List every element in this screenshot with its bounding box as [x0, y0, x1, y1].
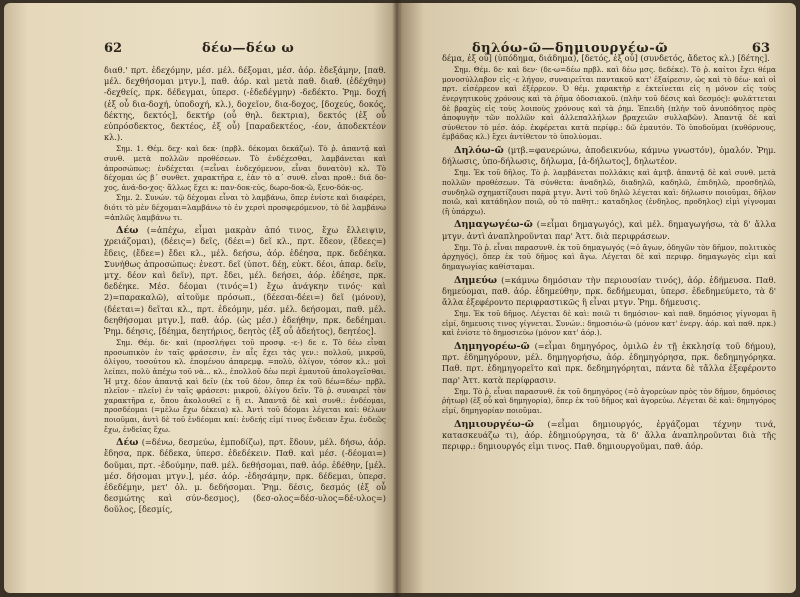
- entry-headword: Δημηγορέω-ῶ: [454, 340, 530, 352]
- note-paragraph: [104, 144, 386, 192]
- entry-headword: Δηλόω-ῶ: [454, 144, 504, 156]
- entry-headword: Δημαγωγέω-ῶ: [454, 219, 533, 231]
- paragraph-text: διαθ.' πρτ. ἐδεχόμην, μέσ. μέλ. δέξομαι, μέσ. ἀόρ. ἐδεξάμην, [παθ. μέλ. δεχθήσομαι μτγν.], παθ. ἀόρ. καὶ μετὰ παθ. διαθ. (ἐδέχθην) -δεχθείς, πρκ. δέδεγμαι, ὑπερσ. (-ἐδεδέγμην) -δεδέκτο. Ῥημ. δοχή (ἐξ οὗ δια-δοχή, ὑποδοχή, κλ.), δοχεῖον, δια-δοχος, [δοχεύς, δοκός, δέκτης, δεκτός], δεκτήρ (οὗ θηλ. δεκτρια), δεκτός (ἐξ οὗ εὐπρόσδεκτος, δεκτέος, ἐξ οὗ) [παραδεκτέος, -έον, ἀποδεκτέον κλ.).: [104, 65, 386, 143]
- book-gutter: [392, 0, 402, 597]
- note-paragraph: [104, 338, 386, 434]
- note-paragraph: [442, 65, 776, 142]
- right-page-text: [442, 53, 776, 452]
- entry-paragraph: [442, 219, 776, 241]
- paragraph-text: δέμα, ἐξ οὗ] (ὑπόδημα, διάδημα), [δετός, ἐξ οὗ] (συνδετός, ἄδετος κλ.) [δέτης].: [442, 53, 770, 63]
- left-page-header: [4, 41, 400, 59]
- entry-headword: Δέω: [116, 225, 139, 237]
- entry-paragraph: [442, 419, 776, 453]
- paragraph-text: (=δένω, δεσμεύω, ἐμποδίζω), πρτ. ἔδουν, μέλ. δήσω, ἀόρ. ἔδησα, πρκ. δέδεκα, ὑπερσ. ἐδεδέκειν. Παθ. καὶ μέσ. (-δέομαι=) δοῦμαι, πρτ. -ἐδούμην, παθ. μέλ. δεθήσομαι, παθ. ἀόρ. ἐδέθην, [μέλ. μέσ. δήσομαι μτγν.], μέσ. ἀόρ. -ἐδησάμην, πρκ. δέδεμαι, ὑπερσ. ἐδεδέμην, μετ' ὀλ. μ. δεδήσομαι. Ῥημ. δέσις, δεσμός (ἐξ οὗ δεσμώτης καὶ σύν-δεσμος), (δεσ-ολος=δέσ-υλος=δέ-υλος=) δοῦλος, [δεσμίς,: [104, 437, 386, 515]
- entry-paragraph: [104, 437, 386, 515]
- paragraph-text: Σημ. Τὸ ῥ. εἶναι παρασυνθ. ἐκ τοῦ δημηγόρος (=ὁ ἀγορεύων πρὸς τὸν δῆμον, δημόσιος ῥήτωρ) (ἐξ οὗ καὶ δημηγορία), ὅπερ ἐκ τοῦ δῆμος καὶ ἀγορεύω. Λέγεται δὲ καὶ: δημηγόρος εἰμί, δημηγορίαν ποιοῦμαι.: [442, 386, 776, 415]
- note-paragraph: [442, 168, 776, 216]
- right-page: [400, 3, 796, 593]
- paragraph-text: (=κάμνω δημόσιαν τὴν περιουσίαν τινός), ἀόρ. ἐδήμευσα. Παθ. δημεύομαι, παθ. ἀόρ. ἐδημεύθην, πρκ. δεδήμευμαι, ὑπερσ. ἐδεδημεύμετο, τὰ δ' ἄλλα ἐξεφέροντο περιφραστικῶς ἢ εἶναι μτγν. Ῥημ. δήμευσις.: [442, 274, 776, 307]
- paragraph-text: Σημ. Θέμ. δε· καὶ δεν· (δε-ω=δέω πρβλ. καὶ δέω μσς. δεδέκε). Τὸ ῥ. καίτοι ἔχει θέμα μονοσύλλαβον εἰς -ε λήγον, συναιρεῖται παντακοῦ κατ' ἐξαίρεσιν, ὡς καὶ τὸ δέω· καὶ οἱ πρτ. εἰσέρρεον καὶ ἐξέρρεον. Ὁ θέμ. χαρακτὴρ ε ἐκτείνεται εἰς η μόνον εἰς τοὺς ἐνεργητικοὺς χρόνους καὶ τὰ ῥῆμα ὁδοσιακοῦ. (πλὴν τοῦ δέσις καὶ δεσμός): φυλάττεται δὲ βραχὺς εἰς τοὺς λοιποὺς χρόνους καὶ τὰ ῥημ. Ἐπειδὴ (πλὴν τοῦ ἀνυπόδητος πρὸς ἀποφυγὴν τῶν πολλῶν καὶ ἀλλεπαλλήλων βραχειῶν συλλαβῶν). Ἀπαντᾷ δὲ καὶ σύνθετον τὸ μέσ. ἀόρ. ἐκφέρεται κατὰ περίφρ.: δῶ ἐμαυτόν. Τὸ ὑποδοῦμαι (κυθόρνους, ἐμβάδας κλ.) ἔχει ἀντίθετον τὸ ὑπολύομαι.: [442, 65, 776, 142]
- entry-paragraph: [442, 145, 776, 167]
- running-head: δέω—δέω ω: [202, 41, 295, 56]
- page-number: 63: [751, 41, 770, 56]
- paragraph-text: (=εἶμαι δημαγωγός), καὶ μέλ. δημαγωγήσω, τὰ δ' ἄλλα μτγν. ἀντὶ ἀναπληροῦνται παρ' Ἀττ. διὰ περιφράσεων.: [442, 219, 776, 241]
- paragraph-text: Σημ. Ἐκ τοῦ δῆλος. Τὸ ῥ. λαμβάνεται πολλάκις καὶ ἀμτβ. ἀπαντᾷ δὲ καὶ συνθ. μετὰ πολλῶν προθέσεων. Τὰ σύνθετα: ἀναδηλῶ, διαδηλῶ, καδηλῶ, ἐπιδηλῶ, προσδηλῶ, συνδηλῶ σχηματίζουσι παρὰ μτγν. Ἀντὶ τοῦ δηλῶ λέγεται καὶ: δήλωσιν ποιοῦμαι, δῆλον ποιῶ, καὶ κατάδηλον ποιῶ, οὗ τὸ παθητ.: καταδηλος (ἐνδηλος, προδηλος) εἰμὶ γίγνομαι (ἢ ὑπάρχω).: [442, 168, 776, 216]
- continued-paragraph: [104, 65, 386, 143]
- paragraph-text: (=εἶμαι δημιουργός, ἐργάζομαι τέχνην τινά, κατασκευάζω τι), ἀόρ. ἐδημιούργησα, τὰ δ' ἄλλα ἀναπληροῦνται διὰ τῆς περιφρ.: δημιουργός εἰμι τινος. Παθ. δημιουργοῦμαι, παθ. ἀόρ.: [442, 418, 776, 451]
- continued-paragraph: [442, 53, 776, 64]
- entry-headword: Δημιουργέω-ῶ: [454, 418, 534, 430]
- entry-headword: Δέω: [116, 437, 139, 449]
- note-paragraph: [442, 243, 776, 272]
- note-paragraph: [104, 193, 386, 222]
- page-number: 62: [104, 41, 123, 56]
- left-page-text: [104, 65, 386, 516]
- entry-headword: Δημεύω: [454, 274, 498, 286]
- entry-paragraph: [442, 341, 776, 386]
- left-page: [4, 3, 400, 593]
- paragraph-text: Σημ. Τὸ ῥ. εἶναι παρασυνθ. ἐκ τοῦ δημαγωγός (=ὁ ἄγων, ὁδηγῶν τὸν δῆμον, πολιτικὸς ἀρχηγός), ὅπερ ἐκ τοῦ δῆμος καὶ ἄγω. Λέγεται δὲ καὶ περιφρ. δημαγωγὸς εἰμι καὶ δημαγωγίας καθίσταμαι.: [442, 242, 776, 271]
- paragraph-text: Σημ. 1. Θέμ. δεχ· καὶ δεκ· (πρβλ. δέκομαι δεκάζω). Τὸ ῥ. ἀπαντᾷ καὶ συνθ. μετὰ πολλῶν προθέσεων. Τὸ ἐνδέχεσθαι, λαμβάνεται καὶ ἀπροσώπως: ἐνδέχεται (=εἶναι ἐνδεχόμενον, εἶναι δυνατὸν) κλ. Τὸ δέχομαι ὡς β΄ συνθετ. χαρακτῆρα ε, ἐὰν τὸ α΄ συνθ. εἶναι προθ.: διά δο-χος, ἀνά-δο-χος· ἄλλως ἔχει κ: παν-δοκ-εύς, δωρο-δοκ-ῶ, ξενο-δόκ-ος.: [104, 144, 386, 192]
- entry-paragraph: [442, 275, 776, 309]
- paragraph-text: (μτβ.=φανερώνω, ἀποδεικνύω, κάμνω γνωστόν), ὁμαλόν. Ῥημ. δήλωσις, ὑπο-δήλωσις, δήλωμα, [ἀ-δήλωτος], δηλωτέον.: [442, 144, 776, 167]
- entry-paragraph: [104, 225, 386, 337]
- paragraph-text: Σημ. 2. Συνών. τῷ δέχομαι εἶναι τὸ λαμβάνω, ὅπερ ἐνίοτε καὶ διαφέρει, διότι τὸ μὲν δέχομαι=λαμβάνω τὸ ἐν χερσὶ προσφερόμενον, τὸ δὲ λαμβάνω =ἁπλῶς λαμβάνω τι.: [104, 193, 386, 222]
- paragraph-text: (=εἶμαι δημηγόρος, ὁμιλῶ ἐν τῇ ἐκκλησίᾳ τοῦ δήμου), πρτ. ἐδημηγόρουν, μέλ. δημηγορήσω, ἀόρ. ἐδημηγόρησα, πρκ. δεδημηγόρηκα. Παθ. πρτ. ἐδημηγορεῖτο καὶ πρκ. δεδημηγόρηται, πάντα δὲ τἄλλα ἐξεφέροντο παρ' Ἀττ. κατὰ περίφρασιν.: [442, 340, 777, 385]
- paragraph-text: (=ἀπέχω, εἶμαι μακρὰν ἀπό τινος, ἔχω ἔλλειψιν, χρειάζομαι), (δέεις=) δεῖς, (δέει=) δεῖ κλ., πρτ. ἔδεον, (ἔδεες=) ἔδεις, (ἔδεε=) ἔδει κλ., μέλ. δεήσω, ἀόρ. ἐδέησα, πρκ. δεδέηκα. Συνήθως ἀπροσώπως: ἐνεστ. δεῖ (ὑποτ. δέῃ, εὐκτ. δέοι, ἀπαρ. δεῖν, μτχ. δέον καὶ δεῖν), πρτ. ἔδει, μέλ. δεήσει, ἀόρ. ἐδέησε, πρκ. δεδέηκε. Μέσ. δέομαι (τινός=1) ἔχω ἀνάγκην τινός· καὶ 2)=παρακαλῶ), αἰτοῦμε πρόσωπ., (δέεσαι-δέει=) δεῖ (μόνον), (δέεται=) δεῖται κλ., πρτ. ἐδεόμην, μέσ. μέλ. δεήσομαι, παθ. μέλ. δεηθήσομαι μτγν.], παθ. ἀόρ. (ὡς μέσ.) ἐδεήθην, πρκ. δεδέημαι. Ῥημ. δέησις, [δέημα, δεητήριος, δεητὸς (ἐξ οὗ ἀδεήτος), δεητέος].: [104, 225, 387, 336]
- paragraph-text: Σημ. Θέμ. δε· καὶ (προσλήψει τοῦ προσφ. -ε-) δε ε. Τὸ δέω εἶναι προσωπικὸν ἐν ταῖς φράσεσιν, ἐν αἷς ἔχει τὰς γεν.: πολλοῦ, μικροῦ, ὀλίγου, τοσούτου κλ. ἑπομένου ἀπαρεμφ. =πολὺ, ὀλίγον, τόσον κλ.: μοὶ λείπει, πολὺ ἀπέχω τοῦ νὰ... κλ., ἐπολλοῦ δέω περὶ ἐμαυτοῦ ἀπολογεῖσθαι. Ἡ μτχ. δέον ἀπαντᾷ καὶ δεῖν (ἐκ τοῦ δέον, ὅπερ ἐκ τοῦ δέω=δέω· πρβλ. πλεῖον - πλεῖν) ἐν ταῖς φράσεσι: μικροῦ, ὀλίγου δεῖν. Τὸ ῥ. συναιρεῖ τὸν χαρακτῆρα ε, ὅπου ἀκολουθεῖ ε ἢ ει. Ἀπαντᾷ δὲ καὶ συνθ.: ἐνδέομαι, προσδέομαι (=μὲλω ἔχω δέκεια) κλ. Ἀντὶ τοῦ δέομαι λέγεται καί: θέλων ποιοῦμαι, ἀντὶ δὲ τοῦ ἐνδέομαι καί: ἐνδεής εἰμί τινος ἔνδειαν ἔχω. ἐνδεῶς ἔχω, ἐνδεῖας ἔχω.: [104, 338, 386, 434]
- paragraph-text: Σημ. Ἐκ τοῦ δῆμος. Λέγεται δὲ καὶ: ποιῶ τι δημόσιον· καὶ παθ. δημόσιος γίγνομαι ἢ εἰμί, δημευσις τινος γίγνεται. Συνών.: δημοσιόω-ῶ (μόνον κατ' ἐνεργ. ἀόρ. καὶ παθ. πρκ.) καὶ ἐνίοτε τὸ δημοσιεύω (μόνον κατ' ἀόρ.).: [442, 309, 776, 338]
- note-paragraph: [442, 387, 776, 416]
- note-paragraph: [442, 309, 776, 338]
- running-head: δηλόω-ῶ—δημιουργέω-ῶ: [472, 41, 668, 56]
